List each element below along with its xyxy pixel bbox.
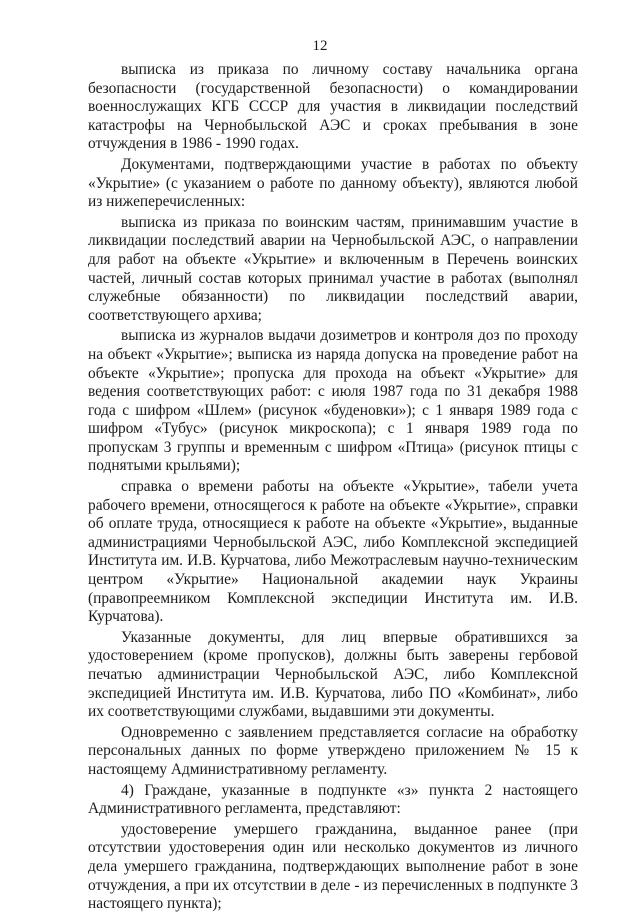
paragraph-item-4-citizens: 4) Граждане, указанные в подпункте «з» пункта 2 настоящего Административного регламента, представляют:	[88, 781, 578, 818]
paragraph-military-units-order: выписка из приказа по воинским частям, принимавшим участие в ликвидации последствий аварии на Чернобыльской АЭС, о направлении для работ на объекте «Укрытие» и включенным в Перечень воинских частей, личный состав которых принимал участие в работах (выполнял служебные обязанности) по ликвидации последствий аварии, соответствующего архива;	[88, 213, 578, 324]
page-number: 12	[312, 38, 328, 54]
paragraph-personal-data-consent: Одновременно с заявлением представляется согласие на обработку персональных данных по форме утверждено приложением № 15 к настоящему Административному регламенту.	[88, 723, 578, 778]
paragraph-documents-certification: Указанные документы, для лиц впервые обратившихся за удостоверением (кроме пропусков), должны быть заверены гербовой печатью администрации Чернобыльской АЭС, либо Комплексной экспедицией Института им. И.В. Курчатова, либо ПО «Комбинат», либо их соответствующими службами, выдавшими эти документы.	[88, 628, 578, 721]
paragraph-kgb-order-extract: выписка из приказа по личному составу начальника органа безопасности (государственной безопасности) о командировании военнослужащих КГБ СССР для участия в ликвидации последствий катастрофы на Чернобыльской АЭС и сроках пребывания в зоне отчуждения в 1986 - 1990 годах.	[88, 61, 578, 153]
paragraph-deceased-certificate: удостоверение умершего гражданина, выданное ранее (при отсутствии удостоверения один или несколько документов из личного дела умершего гражданина, подтверждающих выполнение работ в зоне отчуждения, а при их отсутствии в деле - из перечисленных в подпункте 3 настоящего пункта);	[88, 820, 578, 913]
document-body	[88, 61, 578, 914]
paragraph-dosimeter-journals: выписка из журналов выдачи дозиметров и контроля доз по проходу на объект «Укрытие»; выписка из наряда допуска на проведение работ на объекте «Укрытие»; пропуска для прохода на объект «Укрытие» для ведения соответствующих работ: с июля 1987 года по 31 декабря 1988 года с шифром «Шлем» (рисунок «буденовки»); с 1 января 1989 года с шифром «Тубус» (рисунок микроскопа); с 1 января 1989 года по пропускам 3 группы и временным с шифром «Птица» (рисунок птицы с поднятыми крыльями);	[88, 327, 578, 475]
paragraph-work-time-certificate: справка о времени работы на объекте «Укрытие», табели учета рабочего времени, относящегося к работе на объекте «Укрытие», справки об оплате труда, относящиеся к работе на объекте «Укрытие», выданные администрациями Чернобыльской АЭС, либо Комплексной экспедицией Института им. И.В. Курчатова, либо Межотраслевым научно-техническим центром «Укрытие» Национальной академии наук Украины (правопреемником Комплексной экспедиции Института им. И.В. Курчатова).	[88, 478, 578, 626]
paragraph-ukrytie-documents-intro: Документами, подтверждающими участие в работах по объекту «Укрытие» (с указанием о работе по данному объекту), являются любой из нижеперечисленных:	[88, 155, 578, 211]
